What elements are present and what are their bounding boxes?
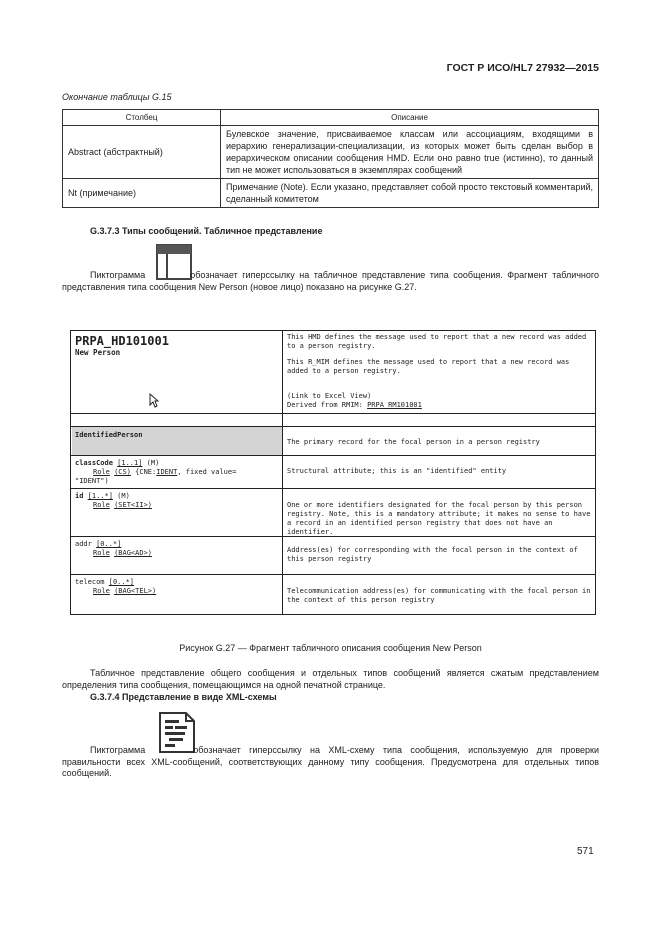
section1-paragraph (62, 270, 599, 293)
derived-from-line (287, 401, 591, 410)
figure-subtitle: New Person (75, 348, 121, 357)
figure-desc-2: This R_MIM defines the message used to report that a new record was added to a person registry. (287, 358, 570, 375)
column-header: Столбец (63, 110, 221, 126)
lead-word: Пиктограмма (90, 745, 146, 755)
page-number: 571 (577, 846, 594, 857)
section-heading: G.3.7.3 Типы сообщений. Табличное представление (90, 226, 323, 236)
figure-g27 (70, 330, 596, 615)
column-header: Описание (221, 110, 599, 126)
paragraph-text: обозначает гиперссылку на табличное представление типа сообщения. Фрагмент табличного представления типа сообщения New Person (новое лицо) показано на рисунке G.27. (62, 270, 599, 292)
figure-desc-1: This HMD defines the message used to report that a new record was added to a person registry. (287, 333, 587, 350)
table-cell: Nt (примечание) (63, 179, 221, 208)
mouse-cursor-icon (149, 393, 159, 413)
figure-caption: Рисунок G.27 — Фрагмент табличного описания сообщения New Person (179, 643, 482, 653)
table-cell: Примечание (Note). Если указано, представляет собой просто текстовый комментарий, сделанный комитетом (221, 179, 599, 208)
attr-desc: Telecommunication address(es) for communicating with the focal person in the context of this person registry (287, 587, 591, 604)
section-heading: G.3.7.4 Представление в виде XML-схемы (90, 692, 277, 702)
figure-row-divider (71, 488, 595, 489)
derived-label: Derived from RMIM: (287, 401, 363, 409)
paragraph-tabular: Табличное представление общего сообщения и отдельных типов сообщений является сжатым представлением определения типа сообщения, помещающимся на одной печатной странице. (62, 668, 599, 690)
figure-title: PRPA_HD101001 (75, 334, 169, 348)
attr-desc: Structural attribute; this is an "identified" entity (287, 467, 507, 475)
class-name: IdentifiedPerson (75, 431, 143, 439)
figure-row-divider (71, 455, 595, 456)
table-cell: Abstract (абстрактный) (63, 126, 221, 179)
document-header: ГОСТ Р ИСО/HL7 27932—2015 (446, 62, 599, 74)
table-header-row (63, 110, 599, 126)
lead-word: Пиктограмма (90, 270, 146, 280)
table-caption: Окончание таблицы G.15 (62, 92, 172, 102)
table-row (63, 179, 599, 208)
table-row (63, 126, 599, 179)
table-g15 (62, 109, 599, 208)
section2-paragraph (62, 745, 599, 780)
class-desc: The primary record for the focal person in a person registry (287, 438, 540, 446)
excel-view-link[interactable]: (Link to Excel View) (287, 392, 372, 400)
rmim-link[interactable]: PRPA_RM101001 (367, 401, 422, 409)
figure-row-divider (71, 574, 595, 575)
figure-column-divider (282, 331, 283, 614)
attr-desc: Address(es) for corresponding with the focal person in the context of this person registry (287, 546, 578, 563)
attr-desc: One or more identifiers designated for the focal person by this person registry. Note, this is a mandatory attribute; it makes no sense to have a record in an identified person registry that does not have an identifier. (287, 501, 591, 536)
attr-id: id [1..*] (M) Role (SET<II>) (75, 492, 153, 509)
figure-row-divider (71, 536, 595, 537)
paragraph-text: обозначает гиперссылку на XML-схему типа сообщения, используемую для проверки правильности всех XML-сообщений, соответствующих данному типу сообщения. Предусмотрена для отдельных типов сообщений. (62, 745, 599, 778)
attr-telecom: telecom [0..*] Role (BAG<TEL>) (75, 578, 157, 595)
attr-classcode: classCode [1..1] (M) Role (CS) {CNE:IDENT, fixed value= "IDENT") (75, 459, 237, 485)
figure-row-divider (71, 413, 595, 414)
table-cell: Булевское значение, присваиваемое классам или ассоциациям, входящими в иерархию генерализации-специализации, из которых может быть сделан выбор в иерархическом описании сообщения HMD. Если оно равно true (истинно), то данный тип не может использоваться в экземплярах сообщений (221, 126, 599, 179)
attr-addr: addr [0..*] Role (BAG<AD>) (75, 540, 153, 557)
